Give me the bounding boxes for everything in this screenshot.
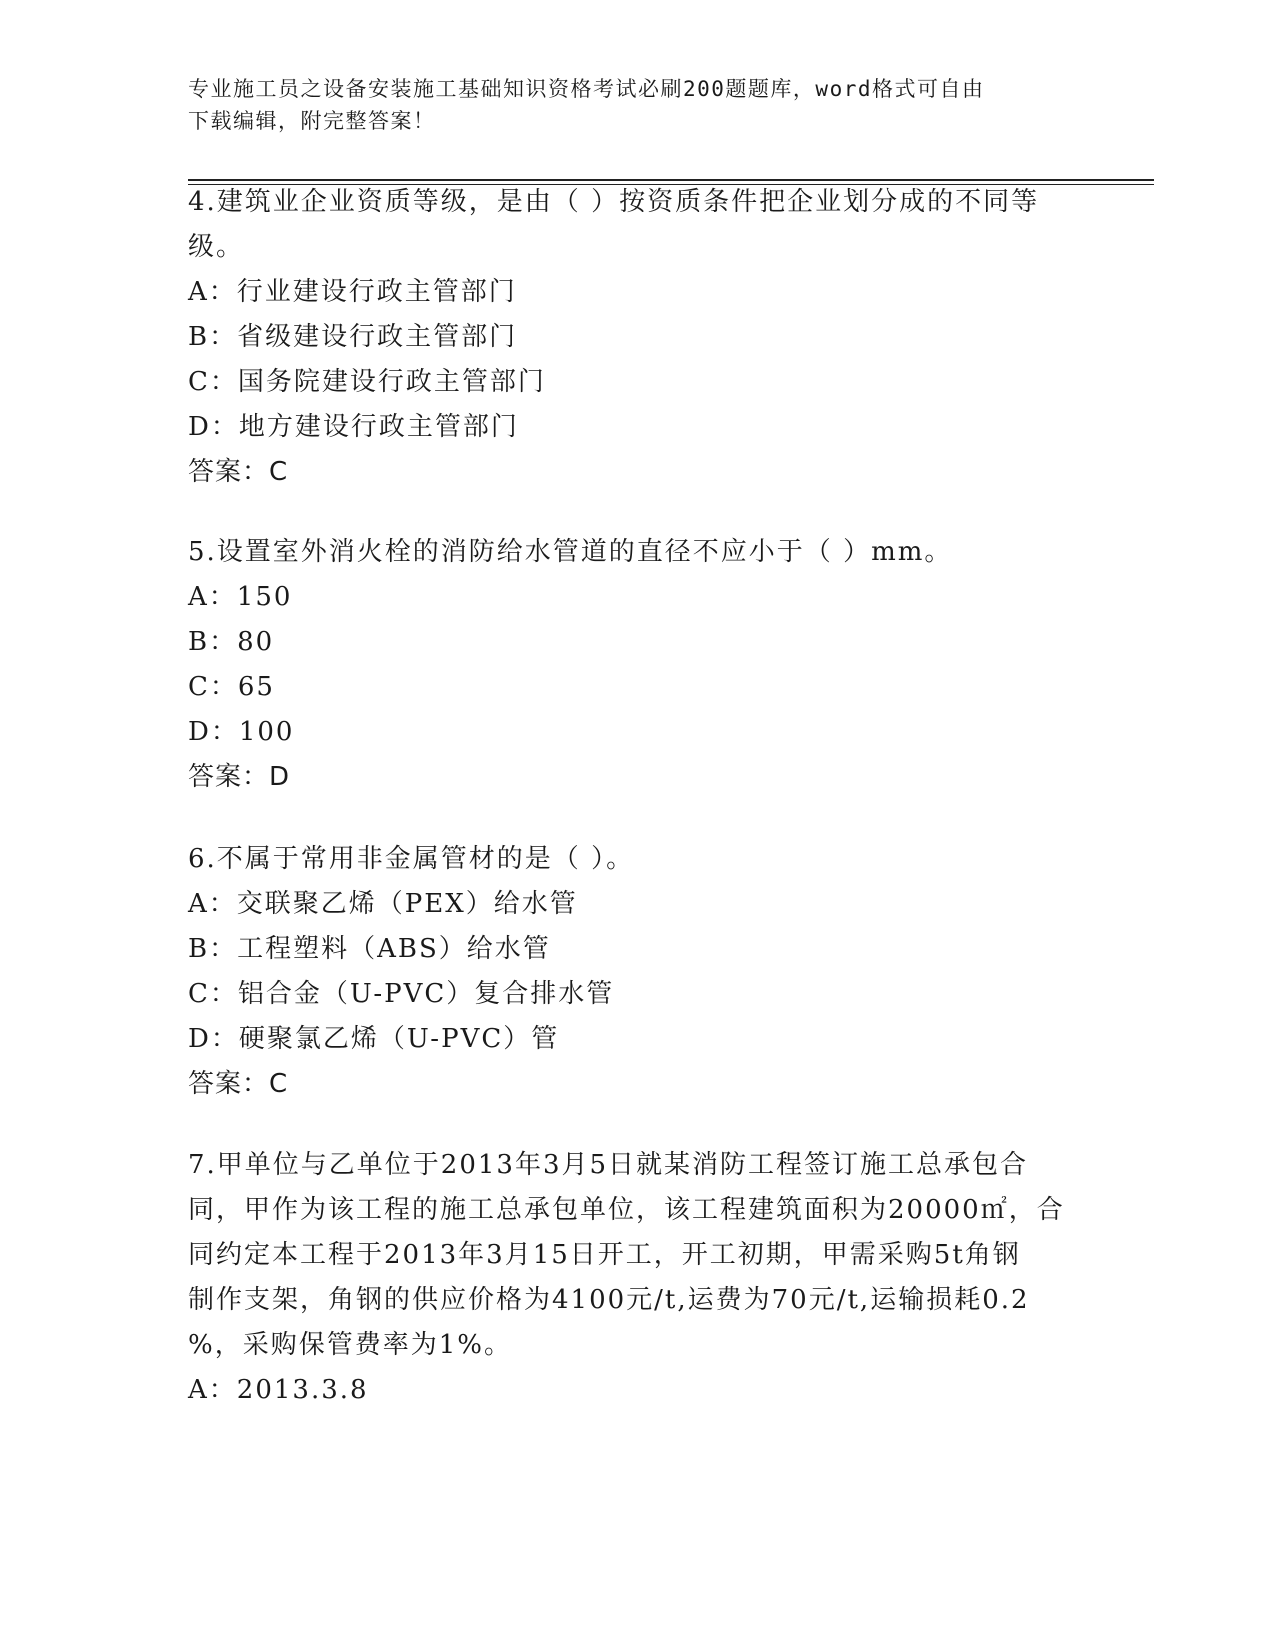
header-line-1: 专业施工员之设备安装施工基础知识资格考试必刷200题题库，word格式可自由	[188, 77, 985, 101]
answer: 答案：D	[188, 762, 291, 792]
question-stem-line-5: %，采购保管费率为1%。	[188, 1330, 512, 1360]
question-6	[188, 837, 1088, 1107]
question-stem-line-4: 制作支架，角钢的供应价格为4100元/t,运费为70元/t,运输损耗0.2	[188, 1285, 1030, 1315]
question-stem-line-2: 同，甲作为该工程的施工总承包单位，该工程建筑面积为20000㎡，合	[188, 1195, 1065, 1225]
question-stem-line-3: 同约定本工程于2013年3月15日开工，开工初期，甲需采购5t角钢	[188, 1240, 1021, 1270]
option-a: A：2013.3.8	[188, 1375, 369, 1405]
header-line-2: 下载编辑，附完整答案！	[188, 109, 436, 133]
option-a: A：150	[188, 582, 293, 612]
option-b: B：省级建设行政主管部门	[188, 322, 518, 352]
option-c: C：65	[188, 672, 275, 702]
question-stem: 4.建筑业企业资质等级，是由（ ）按资质条件把企业划分成的不同等	[188, 187, 1040, 217]
option-a: A：交联聚乙烯（PEX）给水管	[188, 889, 578, 919]
option-c: C：国务院建设行政主管部门	[188, 367, 546, 397]
document-header	[188, 73, 1088, 137]
question-stem-cont: 级。	[188, 232, 245, 262]
question-4	[188, 180, 1088, 495]
question-stem-line-1: 7.甲单位与乙单位于2013年3月5日就某消防工程签订施工总承包合	[188, 1150, 1029, 1180]
answer: 答案：C	[188, 457, 289, 487]
option-d: D：100	[188, 717, 295, 747]
question-stem: 6.不属于常用非金属管材的是（ ）。	[188, 844, 635, 874]
option-c: C：铝合金（U-PVC）复合排水管	[188, 979, 615, 1009]
option-b: B：80	[188, 627, 275, 657]
option-d: D：硬聚氯乙烯（U-PVC）管	[188, 1024, 560, 1054]
answer: 答案：C	[188, 1069, 289, 1099]
option-d: D：地方建设行政主管部门	[188, 412, 519, 442]
question-stem: 5.设置室外消火栓的消防给水管道的直径不应小于（ ）mm。	[188, 537, 953, 567]
option-a: A：行业建设行政主管部门	[188, 277, 517, 307]
option-b: B：工程塑料（ABS）给水管	[188, 934, 551, 964]
question-7	[188, 1143, 1088, 1413]
question-5	[188, 530, 1088, 800]
